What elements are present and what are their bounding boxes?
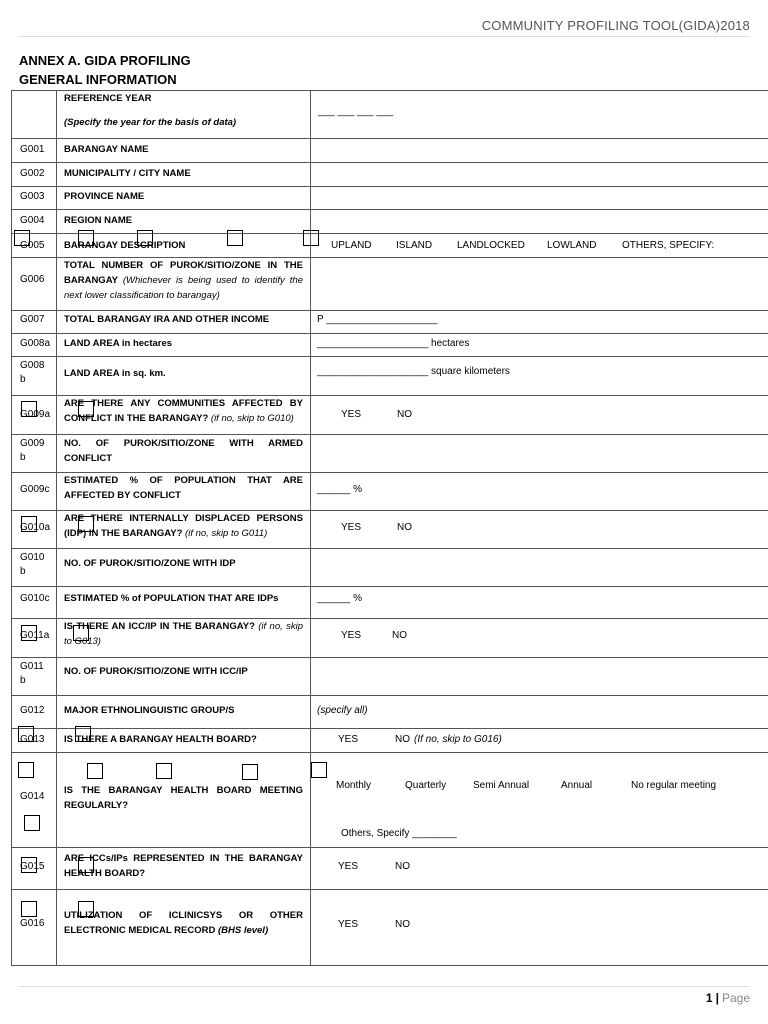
g014-checkbox-monthly[interactable]	[18, 762, 34, 778]
ira-income-field[interactable]: P ____________________	[310, 311, 768, 333]
option-no: NO	[395, 734, 410, 745]
header-divider	[18, 36, 750, 37]
g011a-checkbox-no[interactable]	[73, 625, 89, 641]
option-yes: YES	[338, 861, 359, 872]
g014-checkbox-no-regular-meeting[interactable]	[311, 762, 327, 778]
province-name-field[interactable]	[310, 187, 768, 209]
option-others-specify: Others, Specify ________	[341, 828, 457, 839]
row-code: G014	[20, 791, 45, 802]
option-island: ISLAND	[396, 240, 433, 251]
row-label: ARE THERE INTERNALLY DISPLACED PERSONS (IDP) IN THE BARANGAY? (if no, skip to G011)	[64, 513, 303, 539]
row-g002	[11, 163, 768, 187]
purok-count-field[interactable]	[310, 258, 768, 310]
option-yes: YES	[341, 409, 362, 420]
ethnolinguistic-field[interactable]: (specify all)	[310, 696, 768, 728]
row-label: ARE THERE ANY COMMUNITIES AFFECTED BY CONFLICT IN THE BARANGAY? (if no, skip to G010)	[64, 398, 303, 424]
row-label: TOTAL BARANGAY IRA AND OTHER INCOME	[64, 314, 270, 325]
row-label: NO. OF PUROK/SITIO/ZONE WITH ARMED CONFLICT	[64, 438, 303, 464]
option-annual: Annual	[561, 780, 593, 791]
row-g003	[11, 187, 768, 210]
document-header: COMMUNITY PROFILING TOOL(GIDA)2018	[481, 18, 750, 33]
row-label: REGION NAME	[64, 215, 133, 226]
row-code: G009a	[20, 409, 51, 420]
row-g004	[11, 210, 768, 234]
g009a-checkbox-no[interactable]	[78, 401, 94, 417]
g014-checkbox-quarterly[interactable]	[87, 763, 103, 779]
skip-note: (If no, skip to G016)	[414, 734, 502, 745]
row-note: (if no, skip to G010)	[210, 413, 294, 424]
idp-percent-field[interactable]: ______ %	[310, 587, 768, 618]
row-code: G004	[20, 215, 45, 226]
barangay-name-field[interactable]	[310, 139, 768, 162]
row-g008a	[11, 334, 768, 357]
g005-checkbox-5[interactable]	[303, 230, 319, 246]
g016-checkbox-no[interactable]	[78, 901, 94, 917]
row-code: G016	[20, 918, 45, 929]
row-code: G008 b	[20, 360, 45, 385]
section-title: GENERAL INFORMATION	[19, 72, 177, 87]
g016-checkbox-yes[interactable]	[21, 901, 37, 917]
row-label: ESTIMATED % OF POPULATION THAT ARE AFFECTED BY CONFLICT	[64, 475, 303, 501]
row-g009a	[11, 396, 768, 435]
option-lowland: LOWLAND	[547, 240, 597, 251]
row-g009b	[11, 435, 768, 473]
row-code: G012	[20, 705, 45, 716]
row-note: (BHS level)	[217, 925, 269, 936]
land-area-hectares-field[interactable]: ____________________ hectares	[310, 334, 768, 356]
g005-checkbox-1[interactable]	[14, 230, 30, 246]
option-others-specify: OTHERS, SPECIFY:	[622, 240, 715, 251]
row-g007	[11, 311, 768, 334]
row-g001	[11, 139, 768, 163]
footer-separator: |	[715, 991, 719, 1005]
page-word: Page	[721, 991, 750, 1005]
row-label: NO. OF PUROK/SITIO/ZONE WITH ICC/IP	[64, 666, 248, 677]
row-label: IS THERE A BARANGAY HEALTH BOARD?	[64, 734, 257, 745]
g010a-checkbox-yes[interactable]	[21, 516, 37, 532]
row-note: (if no, skip to G011)	[185, 528, 268, 539]
row-g015	[11, 848, 768, 890]
row-g012	[11, 696, 768, 729]
g014-checkbox-semi-annual[interactable]	[156, 763, 172, 779]
row-label: PROVINCE NAME	[64, 191, 145, 202]
general-information-table	[11, 90, 768, 936]
option-no: NO	[395, 919, 410, 930]
option-no: NO	[397, 409, 412, 420]
option-monthly: Monthly	[336, 780, 372, 791]
row-note: (Specify the year for the basis of data)	[64, 117, 237, 128]
row-g009c	[11, 473, 768, 511]
conflict-percent-field[interactable]: ______ %	[310, 473, 768, 510]
row-code: G010 b	[20, 552, 45, 577]
row-label: TOTAL NUMBER OF PUROK/SITIO/ZONE IN THE BARANGAY (Whichever is being used to identify the next lower classification to barangay)	[64, 260, 304, 301]
row-code: G009 b	[20, 438, 45, 463]
idp-purok-field[interactable]	[310, 549, 768, 586]
footer-divider	[18, 986, 750, 987]
row-code: G011a	[20, 630, 50, 641]
row-code: G010a	[20, 522, 51, 533]
g011a-checkbox-yes[interactable]	[21, 625, 37, 641]
g014-checkbox-annual[interactable]	[242, 764, 258, 780]
row-g010a	[11, 511, 768, 549]
municipality-name-field[interactable]	[310, 163, 768, 186]
icc-ip-purok-field[interactable]	[310, 658, 768, 695]
row-code: G007	[20, 314, 45, 325]
row-label: MAJOR ETHNOLINGUISTIC GROUP/S	[64, 705, 235, 716]
row-label: MUNICIPALITY / CITY NAME	[64, 168, 191, 179]
row-g014	[11, 753, 768, 848]
row-code: G009c	[20, 484, 50, 495]
row-label: ESTIMATED % of POPULATION THAT ARE IDPs	[64, 593, 279, 604]
option-yes: YES	[341, 630, 362, 641]
armed-conflict-purok-field[interactable]	[310, 435, 768, 472]
row-g011a	[11, 619, 768, 658]
g010a-checkbox-no[interactable]	[78, 516, 94, 532]
row-code: G015	[20, 861, 45, 872]
row-code: G011 b	[20, 661, 44, 686]
row-label: LAND AREA in hectares	[64, 338, 173, 349]
row-label: IS THERE AN ICC/IP IN THE BARANGAY? (if no, skip to G013)	[64, 621, 303, 647]
g013-checkbox-yes[interactable]	[18, 726, 34, 742]
g014-checkbox-others[interactable]	[24, 815, 40, 831]
row-g013	[11, 729, 768, 753]
row-label: BARANGAY NAME	[64, 144, 149, 155]
row-g010b	[11, 549, 768, 587]
row-label: NO. OF PUROK/SITIO/ZONE WITH IDP	[64, 558, 236, 569]
option-no: NO	[392, 630, 407, 641]
reference-year-field[interactable]: ___ ___ ___ ___	[310, 91, 768, 138]
row-code: G013	[20, 734, 45, 745]
row-note: (Whichever is being used to identify the next lower classification to barangay)	[64, 275, 304, 301]
row-g006	[11, 258, 768, 311]
g005-checkbox-3[interactable]	[137, 230, 153, 246]
option-yes: YES	[338, 734, 359, 745]
option-upland: UPLAND	[331, 240, 372, 251]
row-g008b	[11, 357, 768, 396]
option-no: NO	[395, 861, 410, 872]
option-semi-annual: Semi Annual	[473, 780, 530, 791]
row-code: G003	[20, 191, 45, 202]
land-area-sqkm-field[interactable]: ____________________ square kilometers	[310, 357, 768, 395]
row-reference-year	[11, 91, 768, 139]
row-label: IS THE BARANGAY HEALTH BOARD MEETING REGULARLY?	[64, 785, 303, 811]
row-note: (if no, skip to G013)	[64, 621, 303, 647]
g013-checkbox-no[interactable]	[75, 726, 91, 742]
region-name-field[interactable]	[310, 210, 768, 233]
row-label: LAND AREA in sq. km.	[64, 368, 166, 379]
page-footer	[706, 991, 750, 1005]
g005-checkbox-2[interactable]	[78, 230, 94, 246]
g015-checkbox-no[interactable]	[78, 857, 94, 873]
row-code: G001	[20, 144, 45, 155]
option-yes: YES	[341, 522, 362, 533]
row-g005	[11, 234, 768, 258]
row-code: G008a	[20, 338, 51, 349]
option-yes: YES	[338, 919, 359, 930]
row-g011b	[11, 658, 768, 696]
option-no: NO	[397, 522, 412, 533]
row-g010c	[11, 587, 768, 619]
row-code: G005	[20, 240, 45, 251]
row-g016	[11, 890, 768, 966]
row-label: BARANGAY DESCRIPTION	[64, 240, 186, 251]
row-label: REFERENCE YEAR	[64, 93, 152, 104]
g005-checkbox-4[interactable]	[227, 230, 243, 246]
g015-checkbox-yes[interactable]	[21, 857, 37, 873]
row-code: G006	[20, 274, 45, 285]
annex-title: ANNEX A. GIDA PROFILING	[19, 53, 191, 68]
row-label: ARE ICCs/IPs REPRESENTED IN THE BARANGAY HEALTH BOARD?	[64, 853, 303, 879]
g009a-checkbox-yes[interactable]	[21, 401, 37, 417]
option-no-regular-meeting: No regular meeting	[631, 780, 717, 791]
option-quarterly: Quarterly	[405, 780, 447, 791]
option-landlocked: LANDLOCKED	[457, 240, 525, 251]
page-number: 1	[705, 991, 713, 1005]
row-label: UTILIZATION OF ICLINICSYS OR OTHER ELECTRONIC MEDICAL RECORD (BHS level)	[64, 910, 303, 936]
row-code: G010c	[20, 593, 50, 604]
row-code: G002	[20, 168, 45, 179]
